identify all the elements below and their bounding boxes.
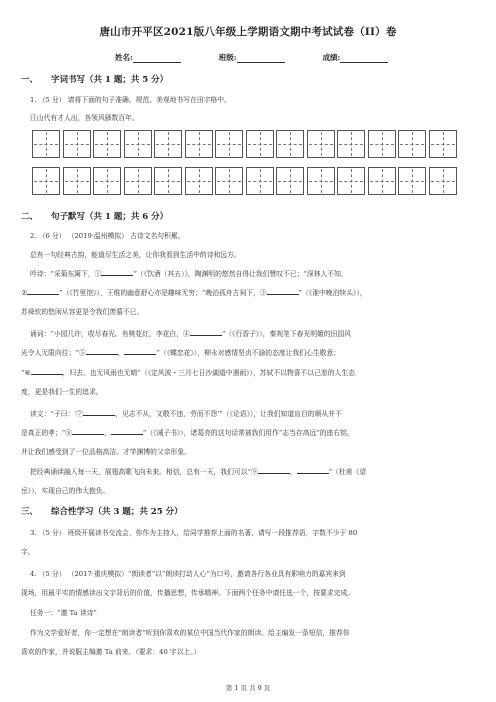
q2-intro: 总有一句经典古韵，能道尽生活之美，让你我看到生活中的诗和远方。	[30, 251, 241, 259]
grid-cell[interactable]	[337, 130, 365, 158]
grid-cell[interactable]	[124, 130, 152, 158]
grid-cell[interactable]	[246, 167, 274, 195]
q1-stem: 1. （5 分） 请将下面的句子准确、规范、美观地书写在田字格中。	[30, 96, 231, 104]
q2-line: 并让我们感受到了一位品格高洁、才学渊博的父亲形象。	[21, 448, 191, 456]
q4-stem: 4. （5 分） （2017·重庆模拟）“朗读者”以“朗读打动人心”为口号，邀请各行各业具有影响力的嘉宾来到	[30, 570, 346, 578]
grid-cell[interactable]	[185, 167, 213, 195]
grid-cell[interactable]	[154, 130, 182, 158]
grid-cell[interactable]	[276, 167, 304, 195]
grid-cell[interactable]	[93, 130, 121, 158]
grid-cell[interactable]	[32, 130, 60, 158]
section-heading-3: 三、 综合性学习（共 3 题；共 25 分）	[21, 507, 183, 517]
q3-stem-cont: 字。	[21, 548, 35, 556]
student-info	[115, 52, 445, 63]
q4-stem-cont: 现场，用最平实的情感读出文字背后的价值，传播思想，传承精神。下面两个任务中请任选一个，按要求完成。	[21, 589, 355, 597]
q2-line: 是真正的孝；“⑧ ， ”（《诫子书》），诸葛亮的这句话常被我们用作“志当存高远”的座右铭，	[21, 429, 354, 437]
answer-blank-1[interactable]	[101, 268, 133, 276]
q2-line: 读文：“子曰：‘⑦ ，见志不从，又敬不违，劳而不怨’”（《论语》），让我们知道盲目的顺从并不	[30, 410, 342, 418]
q2-line: “⑥ ，归去，也无风雨也无晴”（《定风波・三月七日沙湖道中遇雨》），苏轼不以物喜不以己悲的人生态	[21, 369, 355, 377]
grid-cell[interactable]	[93, 167, 121, 195]
section-heading-2: 二、 句子默写（共 1 题；共 6 分）	[21, 212, 169, 222]
answer-blank-8b[interactable]	[111, 427, 143, 435]
grid-cell[interactable]	[185, 130, 213, 158]
answer-blank-8a[interactable]	[72, 427, 104, 435]
grid-cell[interactable]	[368, 130, 396, 158]
page-footer: 第 1 页 共 9 页	[225, 684, 271, 692]
q3-stem: 3. （5 分） 班级开展读书交流会，你作为主持人，给同学推荐上面的名著，请写一段推荐语，字数不少于 80	[30, 529, 358, 537]
q2-stem: 2. （6 分） （2019·温州模拟） 古诗文名句积累。	[30, 232, 185, 240]
name-field[interactable]	[115, 52, 181, 63]
grid-cell[interactable]	[276, 130, 304, 158]
answer-blank-5a[interactable]	[86, 347, 118, 355]
answer-blank-2[interactable]	[27, 287, 59, 295]
writing-grid-row-2	[32, 167, 459, 195]
grid-cell[interactable]	[398, 130, 426, 158]
grid-cell[interactable]	[398, 167, 426, 195]
class-field[interactable]	[219, 52, 285, 63]
answer-blank-9a[interactable]	[258, 466, 290, 474]
grid-cell[interactable]	[32, 167, 60, 195]
section-heading-1: 一、 字词书写（共 1 题；共 5 分）	[21, 75, 169, 85]
q2-line: 度，更是我们一生的追求。	[21, 388, 103, 396]
grid-cell[interactable]	[429, 130, 457, 158]
answer-blank-5b[interactable]	[124, 347, 156, 355]
answer-blank-4[interactable]	[190, 328, 222, 336]
q2-line: 苏舜钦的悠闲从容更是令我们羡慕不已。	[21, 308, 144, 316]
score-label: 成绩:	[322, 53, 341, 62]
grid-cell[interactable]	[124, 167, 152, 195]
answer-blank-3[interactable]	[267, 287, 299, 295]
score-field[interactable]	[323, 52, 389, 63]
name-label: 姓名:	[115, 53, 133, 62]
q2-line: 岳》），实现自己的伟大抱负。	[21, 487, 110, 495]
grid-cell[interactable]	[337, 167, 365, 195]
class-label: 班级:	[218, 53, 237, 62]
page-title: 唐山市开平区2021版八年级上学期语文期中考试试卷（II）卷	[99, 26, 397, 38]
grid-cell[interactable]	[368, 167, 396, 195]
q2-line: 把经典诵读融入每一天，展翅高歌飞向未来。相信，总有一天，我们可以“⑨ ， ”（杜甫《望	[30, 468, 367, 476]
q2-line: 吟诗：“采菊东篱下，① ”（《饮酒（其五）》，陶渊明的悠然自得让我们赞叹不已；“深林人不知，	[30, 270, 348, 278]
grid-cell[interactable]	[63, 167, 91, 195]
answer-blank-9b[interactable]	[297, 466, 329, 474]
grid-cell[interactable]	[429, 167, 457, 195]
grid-cell[interactable]	[246, 130, 274, 158]
grid-cell[interactable]	[215, 167, 243, 195]
q1-sentence: 江山代有才人出，各领风骚数百年。	[30, 114, 139, 122]
grid-cell[interactable]	[154, 167, 182, 195]
writing-grid-row-1	[32, 130, 459, 158]
q2-line: 光令人无限向往；“⑤ ， ”（《蝶恋花》），柳永对感情坚贞不渝的态度让我们心生敬意；	[21, 349, 341, 357]
grid-cell[interactable]	[215, 130, 243, 158]
q2-line: ② ”（《竹里馆》），王维的幽意舒心亦是趣味无穷；“晚泊孤舟古祠下，③ ”（《淮中晚泊犊头》），	[21, 289, 367, 297]
answer-blank-7[interactable]	[83, 408, 115, 416]
q4-task-body: 作为文学爱好者，你一定想在“朗读者”听到你喜欢的某位中国当代作家的朗读。给主编发一条短信，推荐你	[30, 629, 350, 637]
q4-task-body-cont: 喜欢的作家，并说服主编邀 Ta 前来。（要求：40 字以上。）	[21, 648, 201, 656]
grid-cell[interactable]	[63, 130, 91, 158]
q2-line: 诵词：“小园几许，收尽春光。有桃花红，李花白，④ ”（《行香子》），秦观笔下春光明媚的田园风	[30, 330, 352, 338]
grid-cell[interactable]	[307, 130, 335, 158]
q4-task-title: 任务一：“邀 Ta 读诗”	[30, 609, 97, 617]
grid-cell[interactable]	[307, 167, 335, 195]
answer-blank-6[interactable]	[31, 367, 63, 375]
